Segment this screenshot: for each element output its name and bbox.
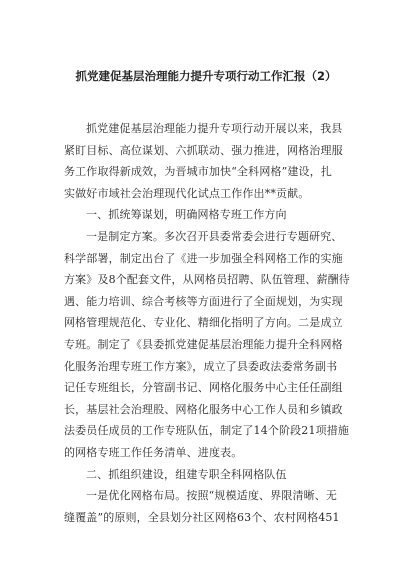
section-heading: 二、抓组织建设，组建专职全科网格队伍 [86,467,287,481]
paragraph-line: 化服务治理专班工作方案》，成立了县委政法委常务副书 [64,359,338,373]
paragraph-line: 科学部署，制定出台了《进一步加强全科网格工作的实施 [64,251,343,265]
paragraph-line: 长，基层社会治理股、网格化服务中心工作人员和乡镇政 [64,402,343,416]
paragraph-line: 的网格专班工作任务清单、进度表。 [64,445,243,459]
paragraph-line: 抓党建促基层治理能力提升专项行动开展以来，我县 [86,122,343,135]
paragraph-line: 法委员任成员的工作专班队伍，制定了14个阶段21项措施 [64,424,350,438]
paragraph-line: 务工作取得新成效，为晋城市加快“全科网格”建设，扎 [64,165,332,179]
paragraph-line: 一是优化网格布局。按照“规模适度、界限清晰、无 [86,489,338,503]
paragraph-line: 遇、能力培训、综合考核等方面进行了全面规划，为实现 [64,294,343,308]
document-body [64,118,354,528]
paragraph-line: 实做好市域社会治理现代化试点工作作出**贡献。 [64,186,310,200]
paragraph-line: 专班。制定了《县委抓党建促基层治理能力提升全科网格 [64,337,343,351]
section-heading: 一、抓统筹谋划，明确网格专班工作方向 [86,208,287,222]
paragraph-line: 方案》及8个配套文件，从网格员招聘、队伍管理、薪酬待 [64,273,350,287]
paragraph-line: 记任专班组长，分管副书记、网格化服务中心主任任副组 [64,381,343,395]
document-title: 抓党建促基层治理能力提升专项行动工作汇报（2） [75,69,337,83]
paragraph-line: 一是制定方案。多次召开县委常委会进行专题研究、 [86,229,343,243]
paragraph-line: 紧盯目标、高位谋划、六抓联动、强力推进，网格治理服 [64,143,343,157]
paragraph-line: 缝覆盖”的原则，全县划分社区网格63个、农村网格451 [64,510,340,524]
paragraph-line: 网格管理规范化、专业化、精细化指明了方向。二是成立 [64,316,343,330]
